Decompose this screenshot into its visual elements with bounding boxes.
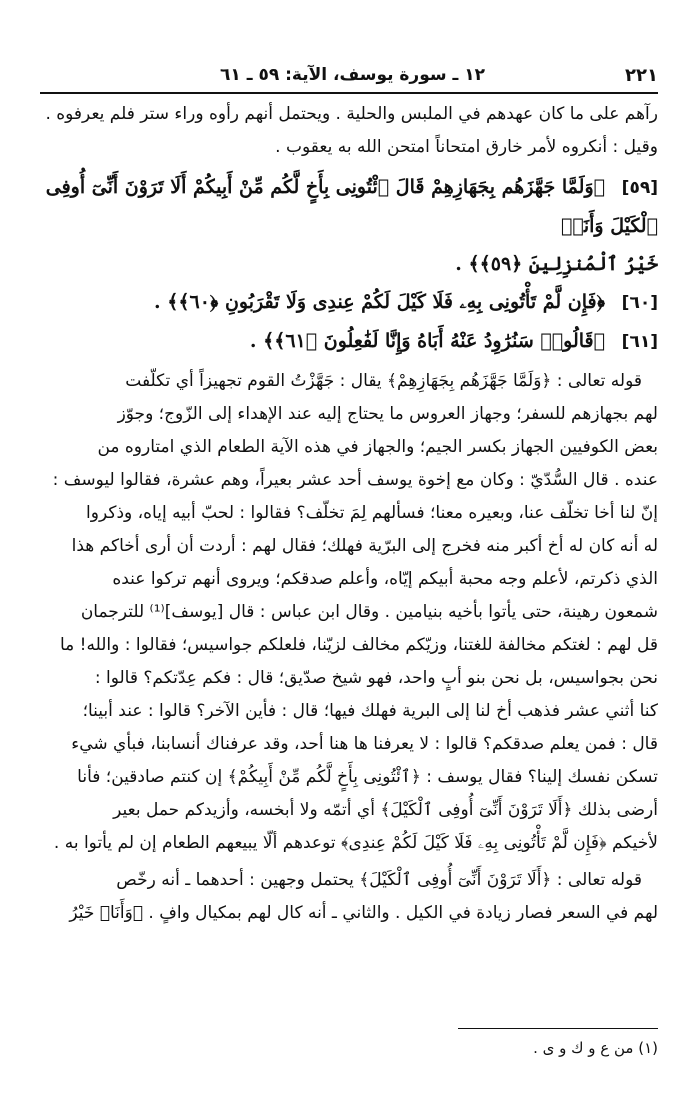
verse-59	[40, 168, 658, 245]
text-line: نحن بجواسيس، بل نحن بنو أبٍ واحد، فهو شيخ صدّيق؛ قال : فكم عِدّتكم؟ قالوا :	[94, 668, 658, 688]
text-line: قوله تعالى : ﴿أَلَا تَرَوْنَ أَنِّىٓ أُوفِى ٱلْكَيْلَ﴾ يحتمل وجهين : أحدهما ـ أنه رخّص	[116, 870, 642, 890]
verse-text: ﴿قَالُوا۟ سَنُرَٰوِدُ عَنْهُ أَبَاهُ وَإِنَّا لَفَٰعِلُونَ ﴿٦١﴾﴾ .	[249, 330, 606, 352]
verse-60	[40, 283, 658, 322]
verses-block	[40, 168, 658, 361]
text-line: رآهم على ما كان عهدهم في الملبس والحلية . ويحتمل أنهم رأوه وراء ستر فلم يعرفوه .	[45, 104, 658, 124]
text-line: تسكن نفسك إلينا؟ فقال يوسف : ﴿ٱئْتُونِى بِأَخٍ لَّكُم مِّنْ أَبِيكُمْ﴾ إن كنتم صادقين؛ فأنا	[77, 767, 658, 787]
text-line: وقيل : أنكروه لأمر خارق امتحاناً امتحن الله به يعقوب .	[275, 137, 658, 157]
text-line: قال : فمن يعلم صدقكم؟ قالوا : لا يعرفنا ها هنا أحد، وقد عرفناك أنسابنا، فبأي شيء	[71, 734, 658, 754]
text-line: إنّ لنا أخا تخلّف عنا، وبعيره معنا؛ فسألهم لِمَ تخلّف؟ فقالوا : لحبّ أبيه إياه، وذكروا	[86, 503, 658, 523]
verse-59-continuation	[40, 245, 658, 283]
verse-number: [٥٩]	[621, 178, 658, 198]
verse-number: [٦٠]	[621, 293, 658, 313]
text-line: له أنه كان له أخ أكبر منه فخرج إلى البرّية فهلك؛ فقال لهم : أردت أن أرى أخاكم هذا	[71, 536, 658, 556]
text-line: لهم في السعر فصار زيادة في الكيل . والثاني ـ أنه كال لهم بمكيال وافٍ . ﴿وَأَنَا۠ خَيْرُ	[69, 903, 658, 923]
verse-text: ﴿فَإِن لَّمْ تَأْتُونِى بِهِۦ فَلَا كَيْلَ لَكُمْ عِندِى وَلَا تَقْرَبُونِ ﴿٦٠﴾﴾ .	[154, 291, 606, 313]
running-header	[40, 60, 658, 90]
text-line: لهم بجهازهم للسفر؛ وجهاز العروس ما يحتاج إليه عند الإهداء إلى الزّوج؛ وجوّز	[117, 404, 658, 424]
text-line: قل لهم : لغتكم مخالفة للغتنا، وزيّكم مخالف لزيّنا، فلعلكم جواسيس؛ فقالوا : والله! ما	[59, 635, 658, 655]
commentary-paragraph-1	[40, 365, 658, 860]
footnote: (١) من ع و ك و ى .	[533, 1039, 658, 1057]
text-line: قوله تعالى : ﴿وَلَمَّا جَهَّزَهُم بِجَهَازِهِمْ﴾ يقال : جَهَّزْتُ القوم تجهيزاً أي تكلّفت	[125, 371, 642, 391]
text-line: أرضى بذلك ﴿أَلَا تَرَوْنَ أَنِّىٓ أُوفِى ٱلْكَيْلَ﴾ أي أتمّه ولا أبخسه، وأزيدكم حمل بعير	[113, 800, 658, 820]
verse-text: خَيْرُ ٱلْمُنزِلِينَ ﴿٥٩﴾﴾ .	[455, 253, 658, 275]
text-line: شمعون رهينة، حتى يأتوا بأخيه بنيامين . وقال ابن عباس : قال [يوسف]⁽¹⁾ للترجمان	[80, 602, 658, 622]
text-line: عنده . قال السُّدّيّ : وكان مع إخوة يوسف أحد عشر بعيراً، وهم عشرة، فقالوا ليوسف :	[52, 470, 658, 490]
commentary-paragraph-2	[40, 864, 658, 930]
intro-paragraph	[40, 98, 658, 164]
verse-number: [٦١]	[621, 332, 658, 352]
header-rule	[40, 92, 658, 94]
page-number: ٢٢١	[625, 64, 658, 86]
verse-text: ﴿وَلَمَّا جَهَّزَهُم بِجَهَازِهِمْ قَالَ ٱئْتُونِى بِأَخٍ لَّكُم مِّنْ أَبِيكُمْ أَلَا تَرَوْنَ أَنِّىٓ أُوفِى ٱلْكَيْلَ وَأَنَا۠	[45, 176, 658, 237]
text-line: لأخيكم ﴿فَإِن لَّمْ تَأْتُونِى بِهِۦ فَلَا كَيْلَ لَكُمْ عِندِى﴾ توعدهم ألّا يبيعهم الطعام إن لم يأتوا به .	[53, 833, 658, 853]
chapter-title: ١٢ ـ سورة يوسف، الآية: ٥٩ ـ ٦١	[220, 65, 486, 85]
text-line: كنا أثني عشر فذهب أخ لنا إلى البرية فهلك فيها؛ قال : فأين الآخر؟ قالوا : عند أبينا؛	[82, 701, 658, 721]
text-line: بعض الكوفيين الجهاز بكسر الجيم؛ والجهاز في هذه الآية الطعام الذي امتاروه من	[97, 437, 658, 457]
book-page	[40, 60, 658, 1070]
footnote-rule	[458, 1028, 658, 1029]
text-line: الذي ذكرتم، لأعلم وجه محبة أبيكم إيّاه، وأعلم صدقكم؛ ويروى أنهم تركوا عنده	[112, 569, 658, 589]
verse-61	[40, 322, 658, 361]
